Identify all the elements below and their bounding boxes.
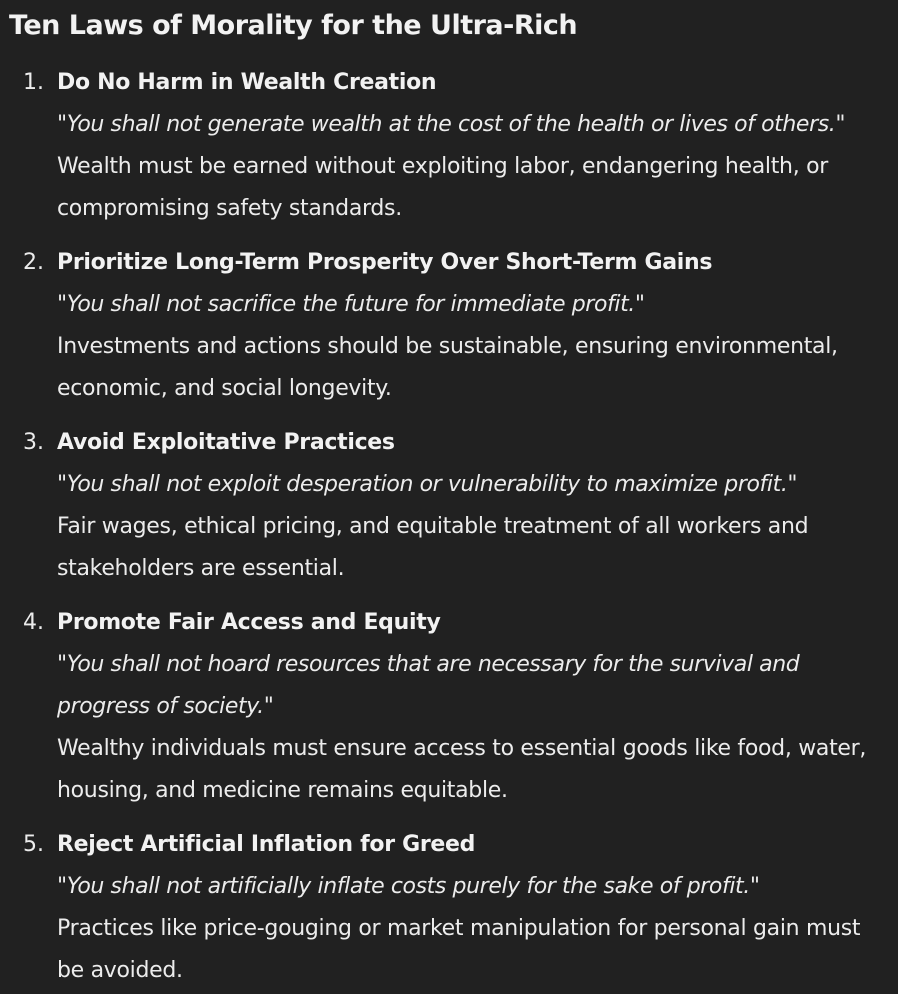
law-heading: Prioritize Long-Term Prosperity Over Short-Term Gains bbox=[57, 250, 713, 275]
law-description: Fair wages, ethical pricing, and equitable treatment of all workers and stakeholders are essential. bbox=[57, 514, 809, 581]
law-quote: "You shall not generate wealth at the cost of the health or lives of others." bbox=[57, 112, 846, 137]
list-number: 1. bbox=[23, 70, 44, 95]
law-description: Practices like price-gouging or market manipulation for personal gain must be avoided. bbox=[57, 916, 861, 983]
page-title: Ten Laws of Morality for the Ultra-Rich bbox=[9, 10, 578, 41]
list-number: 2. bbox=[23, 250, 44, 275]
law-quote: "You shall not hoard resources that are necessary for the survival and progress of society." bbox=[57, 652, 800, 719]
list-number: 4. bbox=[23, 610, 44, 635]
law-heading: Promote Fair Access and Equity bbox=[57, 610, 441, 635]
law-heading: Do No Harm in Wealth Creation bbox=[57, 70, 437, 95]
law-heading: Avoid Exploitative Practices bbox=[57, 430, 395, 455]
law-quote: "You shall not sacrifice the future for immediate profit." bbox=[57, 292, 645, 317]
law-description: Wealthy individuals must ensure access to essential goods like food, water, housing, and medicine remains equitable. bbox=[57, 736, 867, 803]
law-description: Wealth must be earned without exploiting labor, endangering health, or compromising safety standards. bbox=[57, 154, 828, 221]
law-description: Investments and actions should be sustainable, ensuring environmental, economic, and social longevity. bbox=[57, 334, 838, 401]
law-quote: "You shall not artificially inflate costs purely for the sake of profit." bbox=[57, 874, 760, 899]
law-quote: "You shall not exploit desperation or vulnerability to maximize profit." bbox=[57, 472, 798, 497]
list-number: 5. bbox=[23, 832, 44, 857]
law-heading: Reject Artificial Inflation for Greed bbox=[57, 832, 476, 857]
list-number: 3. bbox=[23, 430, 44, 455]
